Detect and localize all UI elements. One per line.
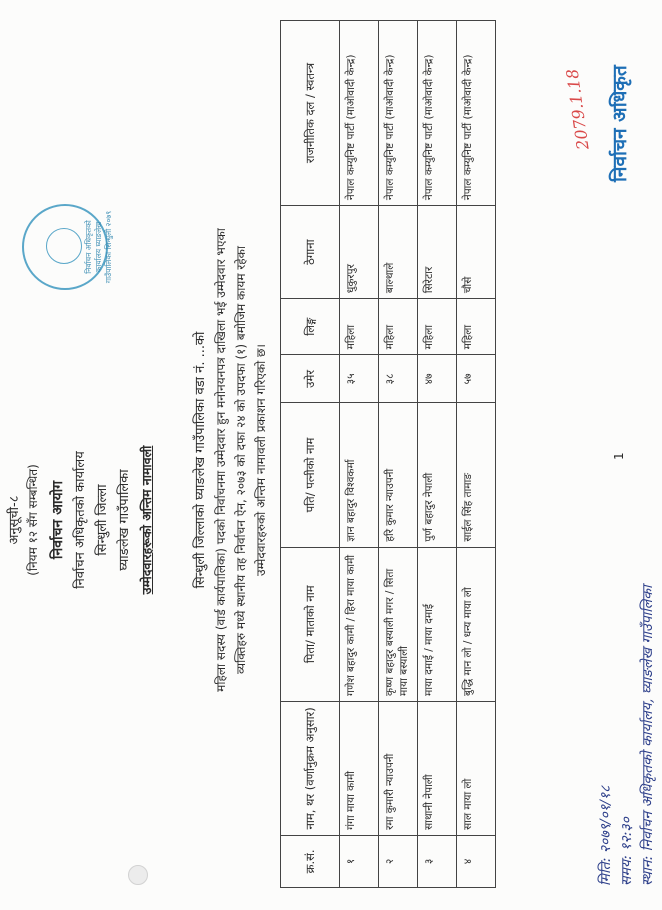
page-number: 1 (612, 452, 626, 460)
cell-age: ४७ (418, 355, 457, 403)
candidate-table (280, 20, 496, 888)
cell-gender: महिला (457, 299, 496, 355)
cell-age: ३५ (340, 355, 379, 403)
cell-age: ३८ (379, 355, 418, 403)
handwritten-note (596, 585, 659, 886)
note-date: मिति: २०७९/०१/१८ (598, 785, 614, 886)
cell-gender: महिला (379, 299, 418, 355)
cell-gender: महिला (418, 299, 457, 355)
list-title: उम्मेदवारहरूको अन्तिम नामावली (139, 445, 154, 595)
cell-party: नेपाल कम्युनिष्ट पार्टी (माओवादी केन्द्र) (418, 21, 457, 206)
cell-spouse: ज्ञान बहादुर विश्वकर्मा (340, 403, 379, 547)
intro-line-3: व्यक्तिहरु मध्ये स्थानीय तह निर्वाचन ऐन, २०७३ को दफा २४ को उपदफा (१) बमोजिम कायम रहेका (234, 246, 248, 674)
cell-name: रमा कुमारी न्याउपनी (379, 701, 418, 835)
commission-name: निर्वाचन आयोग (50, 480, 66, 560)
cell-sn: ३ (418, 835, 457, 887)
cell-sn: ४ (457, 835, 496, 887)
cell-gender: महिला (340, 299, 379, 355)
cell-name: साथानी नेपाली (418, 701, 457, 835)
table-row (418, 21, 457, 888)
punch-hole (128, 865, 148, 885)
table-header-row (281, 21, 340, 888)
municipality-name: घ्याङलेख गाउँपालिका (117, 469, 132, 571)
signature: 2079.1.18 (562, 67, 593, 151)
header-name: नाम, थर (वर्णानुक्रम अनुसार) (281, 701, 340, 835)
cell-sn: २ (379, 835, 418, 887)
cell-father-mother: गणेश बहादुर कामी / हिरा माया कामी (340, 547, 379, 701)
cell-address: चौसे (457, 206, 496, 299)
cell-party: नेपाल कम्युनिष्ट पार्टी (माओवादी केन्द्र) (457, 21, 496, 206)
header-gender: लिङ्ग (281, 299, 340, 355)
cell-age: ५७ (457, 355, 496, 403)
cell-father-mother: बुद्धि मान लो / धन्य माया लो (457, 547, 496, 701)
header-address: ठेगाना (281, 206, 340, 299)
table-row (379, 21, 418, 888)
cell-party: नेपाल कम्युनिष्ट पार्टी (माओवादी केन्द्र) (379, 21, 418, 206)
intro-line-2: महिला सदस्य (वार्ड कार्यपालिका) पदको निर्वाचनमा उम्मेदवार हुन मनोनयनपत्र दाखिला भई उम्मेदवार भएका (214, 228, 228, 692)
cell-address: बाल्थाले (379, 206, 418, 299)
cell-spouse: हरि कुमार न्याउपनी (379, 403, 418, 547)
cell-spouse: साईल सिंह तामाङ (457, 403, 496, 547)
cell-sn: १ (340, 835, 379, 887)
district-name: सिन्धुली जिल्ला (95, 484, 110, 556)
intro-line-4: उम्मेदवारहरुको अन्तिम नामावली प्रकाशन गरिएको छ। (254, 344, 268, 576)
office-name: निर्वाचन अधिकृतको कार्यालय (73, 451, 88, 589)
cell-name: साल माया लो (457, 701, 496, 835)
rule-reference: (नियम १२ सँग सम्बन्धित) (26, 464, 40, 576)
office-seal (22, 204, 113, 290)
annex-label: अनुसूची-८ (7, 495, 22, 545)
table-row (457, 21, 496, 888)
cell-father-mother: कृष्ण बहादुर बस्याली मगर / सिता माया बस्याली (379, 547, 418, 701)
table-row (340, 21, 379, 888)
header-sn: क्र.सं. (281, 835, 340, 887)
note-time: समय: १२:३० (619, 817, 635, 886)
seal-text: निर्वाचन अधिकृतको कार्यालय घ्याङलेख गाउँपालिका सिन्धुली २०७९ (84, 210, 113, 284)
header-party: राजनीतिक दल / स्वतन्त्र (281, 21, 340, 206)
cell-spouse: पुर्ण बहादुर नेपाली (418, 403, 457, 547)
header-father-mother: पिता/ माताको नाम (281, 547, 340, 701)
header-age: उमेर (281, 355, 340, 403)
header-spouse: पति/ पत्नीको नाम (281, 403, 340, 547)
signature-title: निर्वाचन अधिकृत (609, 65, 631, 182)
note-place: स्थान: निर्वाचन अधिकृतको कार्यालय, घ्याङलेख गाउँपालिका (640, 585, 656, 886)
cell-address: सिरेटार (418, 206, 457, 299)
cell-name: गंगा माया कामी (340, 701, 379, 835)
cell-father-mother: माया दमाई / माया दमाई (418, 547, 457, 701)
seal-emblem-icon (46, 228, 82, 264)
cell-address: धुकुरपुर (340, 206, 379, 299)
intro-line-1: सिन्धुली जिल्लाको घ्याङलेख गाउँपालिका वडा नं. ...को (193, 331, 208, 589)
cell-party: नेपाल कम्युनिष्ट पार्टी (माओवादी केन्द्र) (340, 21, 379, 206)
